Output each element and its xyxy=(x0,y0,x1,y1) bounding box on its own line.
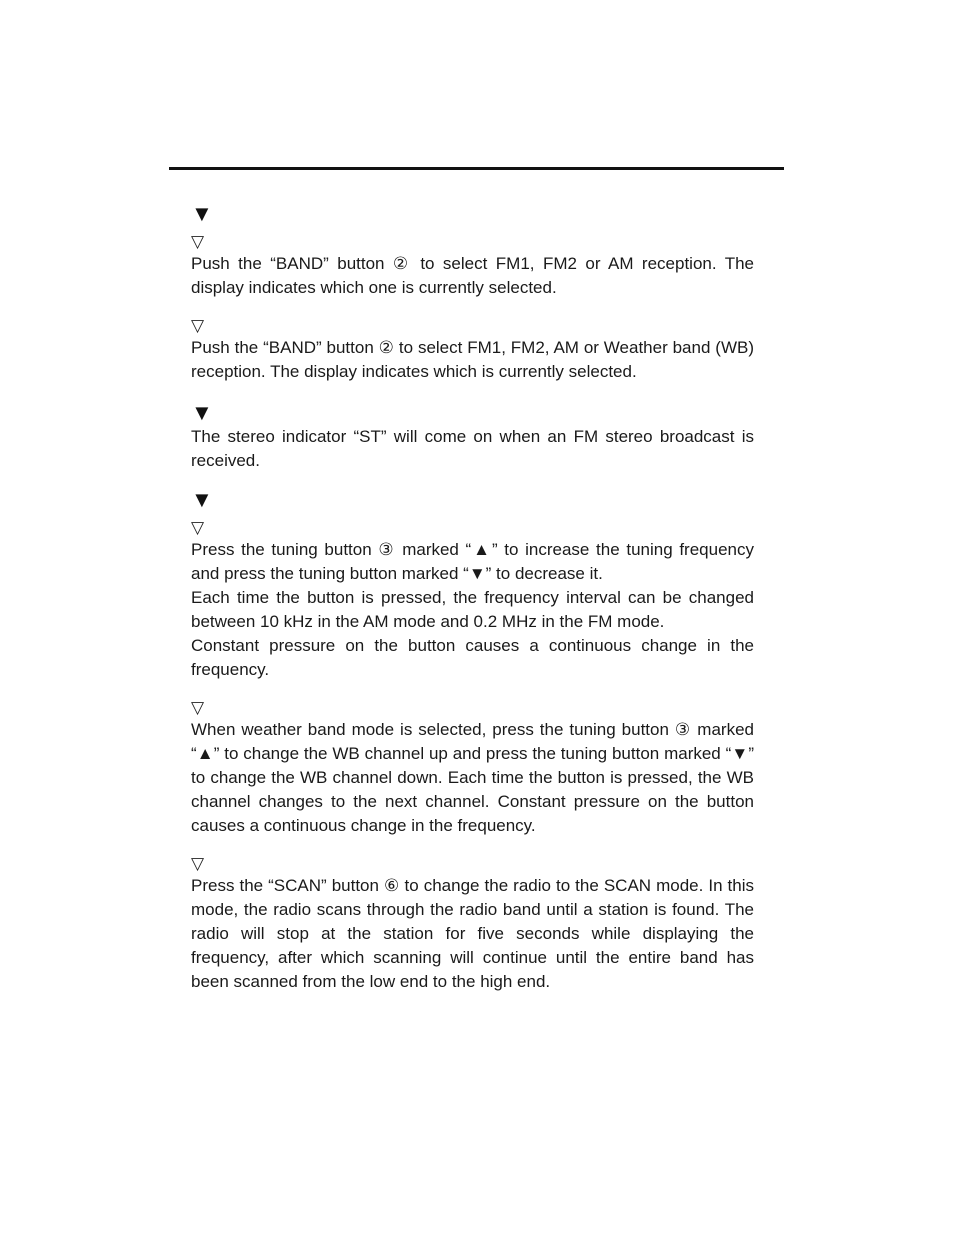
subsection-marker-icon: ▽ xyxy=(191,518,205,537)
tuning-paragraph-1: Press the tuning button ③ marked “▲” to increase the tuning frequency and press the tuning button marked “▼” to decrease it. xyxy=(191,540,754,583)
tuning-section xyxy=(191,489,754,994)
section-marker-icon: ▼ xyxy=(191,201,213,226)
subsection-marker-icon: ▽ xyxy=(191,316,205,335)
subsection-marker-icon: ▽ xyxy=(191,698,205,717)
scan-paragraph: Press the “SCAN” button ⑥ to change the radio to the SCAN mode. In this mode, the radio scans through the radio band until a station is found. The radio will stop at the station for five seconds while displaying the frequency, after which scanning will continue until the entire band has been scanned from the low end to the high end. xyxy=(191,876,754,991)
tuning-paragraph-2: Each time the button is pressed, the frequency interval can be changed between 10 kHz in the AM mode and 0.2 MHz in the FM mode. xyxy=(191,588,754,631)
manual-page-content xyxy=(191,203,754,994)
subsection-marker-icon: ▽ xyxy=(191,854,205,873)
section-marker-icon: ▼ xyxy=(191,400,213,425)
subsection-marker-icon: ▽ xyxy=(191,232,205,251)
stereo-section xyxy=(191,402,754,473)
stereo-paragraph: The stereo indicator “ST” will come on when an FM stereo broadcast is received. xyxy=(191,427,754,470)
weather-band-paragraph: When weather band mode is selected, press the tuning button ③ marked “▲” to change the WB channel up and press the tuning button marked “▼” to change the WB channel down. Each time the button is pressed, the WB channel changes to the next channel. Constant pressure on the button causes a continuous change in the frequency. xyxy=(191,720,754,835)
band-paragraph-2: Push the “BAND” button ② to select FM1, FM2, AM or Weather band (WB) reception. The display indicates which is currently selected. xyxy=(191,338,754,381)
band-paragraph-1: Push the “BAND” button ② to select FM1, FM2 or AM reception. The display indicates which one is currently selected. xyxy=(191,254,754,297)
band-section xyxy=(191,203,754,384)
tuning-paragraph-3: Constant pressure on the button causes a continuous change in the frequency. xyxy=(191,636,754,679)
header-rule xyxy=(169,167,784,170)
section-marker-icon: ▼ xyxy=(191,487,213,512)
